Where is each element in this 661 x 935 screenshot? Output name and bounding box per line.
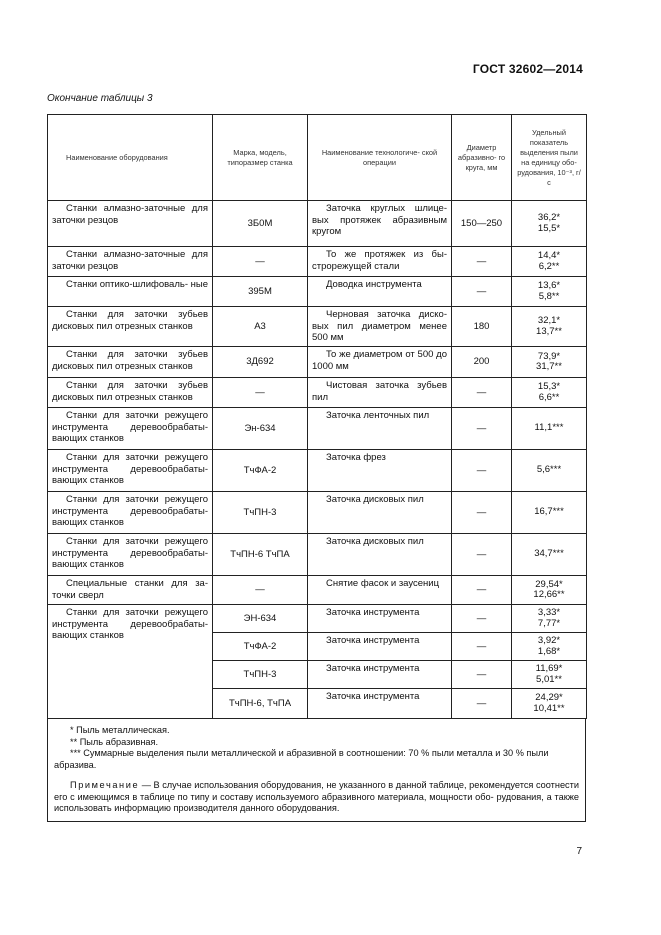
diameter-cell: — [452, 277, 512, 307]
emission-value: 11,69* [535, 663, 563, 674]
table-row [48, 247, 587, 277]
diameter-cell: — [452, 247, 512, 277]
diameter-cell: 180 [452, 307, 512, 347]
column-header-diameter: Диаметр абразивно- го круга, мм [452, 115, 512, 201]
diameter-cell: 200 [452, 347, 512, 378]
emission-value-cell [512, 450, 587, 492]
emission-value: 73,9* [537, 350, 561, 362]
model-cell: 395М [213, 277, 308, 307]
equipment-cell: Станки для заточки зубьев дисковых пил отрезных станков [48, 307, 213, 347]
emission-value-cell [512, 408, 587, 450]
dust-emission-table-container [47, 114, 586, 822]
note-combined-dust: *** Суммарные выделения пыли металлической и абразивной в соотношении: 70 % пыли металла и 30 % пыли абразива. [54, 748, 549, 770]
operation-cell: Чистовая заточка зубьев пил [308, 378, 452, 408]
operation-cell: Заточка ленточных пил [308, 408, 452, 450]
emission-value: 5,01** [536, 673, 562, 685]
emission-value: 1,68* [537, 645, 561, 657]
emission-value: 5,6*** [536, 464, 562, 476]
operation-cell: Заточка круглых шлице- вых протяжек абразивным кругом [308, 201, 452, 247]
table-row [48, 605, 587, 633]
operation-cell: Снятие фасок и заусениц [308, 576, 452, 605]
emission-value-cell [512, 492, 587, 534]
operation-cell: Заточка фрез [308, 450, 452, 492]
table-notes [47, 719, 586, 822]
equipment-cell: Станки для заточки режущего инструмента деревообрабаты- вающих станков [48, 534, 213, 576]
operation-cell: Заточка дисковых пил [308, 534, 452, 576]
model-cell: Эн-634 [213, 408, 308, 450]
model-cell: ТчФА-2 [213, 633, 308, 661]
emission-value: 24,29* [535, 692, 563, 703]
emission-value: 10,41** [533, 702, 565, 714]
model-cell: ТчПН-6, ТчПА [213, 689, 308, 719]
diameter-cell: — [452, 605, 512, 633]
model-cell: — [213, 576, 308, 605]
emission-value: 3,33* [537, 607, 561, 618]
model-cell: — [213, 247, 308, 277]
diameter-cell: — [452, 492, 512, 534]
diameter-cell: — [452, 633, 512, 661]
equipment-cell: Станки для заточки зубьев дисковых пил отрезных станков [48, 347, 213, 378]
note-metal-dust: * Пыль металлическая. [70, 725, 170, 735]
operation-cell: Заточка дисковых пил [308, 492, 452, 534]
table-row [48, 408, 587, 450]
column-header-operation: Наименование технологиче- ской операции [308, 115, 452, 201]
operation-cell: Заточка инструмента [308, 605, 452, 633]
table-row [48, 277, 587, 307]
emission-value: 14,4* [537, 250, 561, 261]
operation-cell: То же протяжек из бы- строрежущей стали [308, 247, 452, 277]
remark [54, 780, 579, 815]
table-row [48, 450, 587, 492]
table-row [48, 347, 587, 378]
emission-value-cell [512, 633, 587, 661]
emission-value: 3,92* [537, 635, 561, 646]
equipment-cell: Специальные станки для за- точки сверл [48, 576, 213, 605]
emission-value: 6,2** [538, 260, 560, 272]
operation-cell: Заточка инструмента [308, 633, 452, 661]
emission-value-cell [512, 378, 587, 408]
table-row [48, 378, 587, 408]
column-header-emission: Удельный показатель выделения пыли на единицу обо- рудования, 10⁻³, г/с [512, 115, 587, 201]
table-row [48, 307, 587, 347]
equipment-cell: Станки для заточки зубьев дисковых пил отрезных станков [48, 378, 213, 408]
emission-value: 36,2* [537, 212, 561, 223]
diameter-cell: — [452, 534, 512, 576]
diameter-cell: — [452, 408, 512, 450]
emission-value-cell [512, 201, 587, 247]
equipment-cell: Станки алмазно-заточные для заточки резцов [48, 201, 213, 247]
table-row [48, 201, 587, 247]
model-cell: ТчПН-3 [213, 661, 308, 689]
equipment-cell: Станки оптико-шлифоваль- ные [48, 277, 213, 307]
emission-value: 11,1*** [534, 422, 564, 434]
model-cell: 3Б0М [213, 201, 308, 247]
column-header-model: Марка, модель, типоразмер станка [213, 115, 308, 201]
emission-value: 29,54* [535, 578, 563, 590]
emission-value-cell [512, 689, 587, 719]
emission-value: 16,7*** [534, 506, 564, 518]
emission-value-cell [512, 576, 587, 605]
model-cell: ТчПН-6 ТчПА [213, 534, 308, 576]
remark-text: — В случае использования оборудования, не указанного в данной таблице, рекомендуется соотнести его с имеющимся в таблице по типу и составу используемого абразивного материала, мощности обо- рудования, а также использовать информацию производителя данного оборудования. [54, 780, 579, 813]
operation-cell: Доводка инструмента [308, 277, 452, 307]
model-cell: ТчФА-2 [213, 450, 308, 492]
page-number: 7 [576, 846, 582, 857]
emission-value: 5,8** [538, 290, 560, 302]
emission-value: 31,7** [536, 361, 562, 372]
operation-cell: Черновая заточка диско- вых пил диаметром менее 500 мм [308, 307, 452, 347]
model-cell: А3 [213, 307, 308, 347]
model-cell: 3Д692 [213, 347, 308, 378]
table-row [48, 576, 587, 605]
table-body [48, 201, 587, 719]
standard-number: ГОСТ 32602—2014 [472, 62, 583, 76]
model-cell: ТчПН-3 [213, 492, 308, 534]
equipment-cell: Станки для заточки режущего инструмента деревообрабаты- вающих станков [48, 492, 213, 534]
equipment-cell: Станки для заточки режущего инструмента деревообрабаты- вающих станков [48, 408, 213, 450]
emission-value: 13,6* [537, 280, 561, 291]
equipment-cell: Станки для заточки режущего инструмента деревообрабаты- вающих станков [48, 605, 213, 719]
remark-label: Примечание [70, 780, 140, 790]
table-header-row [48, 115, 587, 201]
emission-value-cell [512, 534, 587, 576]
diameter-cell: — [452, 378, 512, 408]
emission-value-cell [512, 605, 587, 633]
emission-value-cell [512, 307, 587, 347]
emission-value: 34,7*** [534, 548, 564, 560]
emission-value: 12,66** [533, 589, 565, 600]
emission-value-cell [512, 247, 587, 277]
diameter-cell: — [452, 576, 512, 605]
emission-value: 32,1* [537, 315, 561, 326]
emission-value: 15,3* [537, 381, 561, 392]
equipment-cell: Станки алмазно-заточные для заточки резцов [48, 247, 213, 277]
dust-emission-table [47, 114, 587, 719]
operation-cell: Заточка инструмента [308, 661, 452, 689]
emission-value-cell [512, 661, 587, 689]
emission-value: 13,7** [536, 325, 562, 337]
diameter-cell: — [452, 689, 512, 719]
emission-value: 7,77* [537, 617, 561, 629]
diameter-cell: — [452, 450, 512, 492]
emission-value-cell [512, 347, 587, 378]
column-header-equipment: Наименование оборудования [48, 115, 213, 201]
model-cell: — [213, 378, 308, 408]
table-caption: Окончание таблицы 3 [47, 93, 153, 104]
equipment-cell: Станки для заточки режущего инструмента деревообрабаты- вающих станков [48, 450, 213, 492]
diameter-cell: — [452, 661, 512, 689]
emission-value-cell [512, 277, 587, 307]
model-cell: ЭН-634 [213, 605, 308, 633]
table-row [48, 534, 587, 576]
emission-value: 15,5* [537, 222, 561, 234]
table-row [48, 492, 587, 534]
diameter-cell: 150—250 [452, 201, 512, 247]
operation-cell: То же диаметром от 500 до 1000 мм [308, 347, 452, 378]
operation-cell: Заточка инструмента [308, 689, 452, 719]
note-abrasive-dust: ** Пыль абразивная. [70, 736, 159, 747]
emission-value: 6,6** [538, 391, 560, 403]
